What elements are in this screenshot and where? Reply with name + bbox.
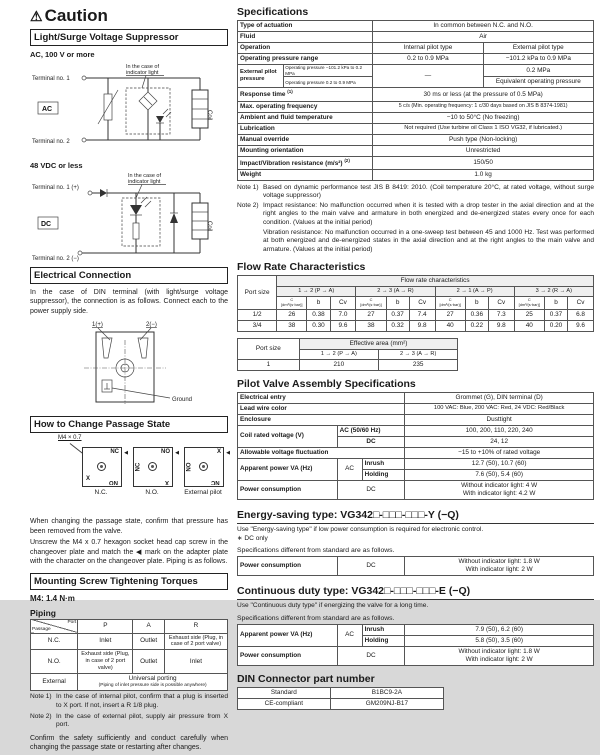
piping-note1-label: Note 1) [30,693,52,701]
pilot-power-line2: With indicator light: 4.2 W [462,489,536,497]
flow-port-threequarter: 3/4 [238,320,277,331]
duty-ac: AC [337,624,362,646]
piping-caution-text: Confirm the safety sufficiently and conduct carefully when changing the passage state or restarting after changes. [30,734,228,752]
spec-note2-vibration-text: No malfunction occurred in a one-sweep test between 45 and 1000 Hz. Test was performed at both energized and de-energized states in the axial direction and at the right angles to the main valve and armature. (Values at the initial period) [263,228,594,253]
piping-note1-text: In the case of internal pilot, confirm that a plug is inserted to X port. If not, insert a R 1/8 plug. [56,693,228,709]
flow-cell: 0.30 [307,320,330,331]
square-nc-left-label: X [86,476,91,483]
pilot-entry-value: Grommet (G), DIN terminal (D) [405,392,594,403]
effective-area-port: 1 [238,359,300,370]
piping-row-nc-label: N.C. [31,633,78,650]
spec-actuation-value: In common between N.C. and N.O. [373,21,594,32]
flow-sub-cv-3: Cv [488,297,514,310]
ac-circuit-diagram [30,60,228,158]
spec-response-note-ref: (1) [287,89,293,95]
piping-universal-porting: Universal porting [128,675,177,683]
spec-response-label [238,88,373,101]
passage-paragraph-1: When changing the passage state, confirm that pressure has been removed from the valve. [30,518,228,535]
square-ext-left-label: NO [186,462,193,472]
spec-lubrication-label: Lubrication [238,123,373,134]
effective-area-col1: 1 → 2 (P → A) [299,349,378,359]
pilot-lead-value: 100 VAC: Blue, 200 VAC: Red, 24 VDC: Red/Black [405,403,594,414]
pilot-power-value [405,480,594,499]
flow-sub-b-1: b [307,297,330,310]
effective-area-v2: 235 [379,359,458,370]
piping-title: Piping [30,607,56,618]
square-ext-bottom-label: NC [211,479,220,486]
flow-cell: 40 [435,320,465,331]
energy-saving-table [237,556,594,576]
pilot-inrush-value: 12.7 (50), 10.7 (60) [405,458,594,469]
flow-sub-c-3: C [dm³/(s·bar)] [435,297,465,310]
piping-no-a: Outlet [133,650,165,674]
pilot-coil-dc-label: DC [337,436,405,447]
flow-group-3: 2 → 1 (A → P) [435,287,514,297]
pilot-power-dc: DC [337,480,405,499]
pilot-coil-ac-value: 100, 200, 110, 220, 240 [405,425,594,436]
flow-sub-c-1: C [dm³/(s·bar)] [277,297,307,310]
flow-cell: 7.0 [330,309,356,320]
flow-port-half: 1/2 [238,309,277,320]
flow-span-header: Flow rate characteristics [277,276,594,287]
piping-no-r: Inlet [164,650,227,674]
warning-icon: ⚠ [30,8,43,24]
flow-cell: 7.3 [488,309,514,320]
duty-apparent-label: Apparent power VA (Hz) [238,624,338,646]
spec-range-external: −101.2 kPa to 0.9 MPa [483,54,593,65]
spec-note2-impact-label: Impact resistance: [263,201,318,209]
pilot-power-line1: Without indicator light: 4 W [461,481,538,489]
flow-cell: 0.20 [544,320,567,331]
pilot-apparent-ac: AC [337,458,362,480]
duty-power-value [405,646,594,665]
section-header-suppressor: Light/Surge Voltage Suppressor [30,29,228,46]
pilot-fluct-value: −15 to +10% of rated voltage [405,447,594,458]
square-ext-caption: External pilot [184,489,222,497]
din-standard-label: Standard [238,687,331,698]
dc-circuit-diagram [30,171,228,261]
square-ext-top-label: X [216,449,221,456]
flow-rate-title: Flow Rate Characteristics [237,261,366,274]
screw-icon [199,462,208,471]
piping-external-value [78,674,228,691]
din-ce-value: GM209NJ-B17 [330,698,443,709]
flow-group-2: 2 → 3 (A → R) [356,287,435,297]
effective-area-v1: 210 [299,359,378,370]
pilot-coil-label: Coil rated voltage (V) [238,425,338,447]
flow-sub-c-2: C [dm³/(s·bar)] [356,297,386,310]
pilot-entry-label: Electrical entry [238,392,405,403]
continuous-duty-body: Use "Continuous duty type" if energizing the valve for a long time. [237,602,429,610]
flow-cell: 9.6 [330,320,356,331]
dc-terminal2-label: Terminal no. 2 (−) [32,256,79,262]
duty-power-label: Power consumption [238,646,338,665]
piping-nc-a: Outlet [133,633,165,650]
duty-holding-label: Holding [362,635,405,646]
spec-ext-pilot-value1: 0.2 MPa [483,65,593,77]
flow-rate-table [237,275,594,332]
energy-power-label: Power consumption [238,557,338,576]
square-nc-bottom-label: NO [109,479,118,486]
spec-impact-label [238,156,373,169]
specifications-title: Specifications [237,6,309,18]
ac-section-label: AC, 100 V or more [30,50,95,59]
spec-mounting-label: Mounting orientation [238,145,373,156]
section-header-passage-state: How to Change Passage State [30,416,228,433]
passage-square-external [184,447,230,487]
piping-note2-label: Note 2) [30,712,52,720]
piping-corner-passage: Passage [32,626,51,632]
spec-ext-pilot-value2: Equivalent operating pressure [483,77,593,88]
pilot-power-label: Power consumption [238,480,338,499]
din-standard-value: B1BC9-2A [330,687,443,698]
duty-power-line2: With indicator light: 2 W [465,655,533,663]
spec-note2-vibration-label: Vibration resistance: [263,228,323,236]
duty-inrush-value: 7.9 (50), 6.2 (60) [405,624,594,635]
pilot-enclosure-label: Enclosure [238,414,405,425]
spec-override-label: Manual override [238,134,373,145]
ac-indicator-note-line1: In the case of [126,64,160,70]
flow-sub-b-4: b [544,297,567,310]
screw-icon [148,462,157,471]
flow-cell: 40 [514,320,544,331]
square-no-caption: N.O. [145,489,159,497]
piping-corner-cell [31,619,78,633]
right-column [237,6,594,710]
passage-square-no [133,447,179,487]
spec-weight-value: 1.0 kg [373,169,594,180]
flow-cell: 0.36 [465,309,488,320]
spec-range-label: Operating pressure range [238,54,373,65]
electrical-connection-text: In the case of DIN terminal (with light/surge voltage suppressor), the connection is as follows. Connect each to the power supply side. [30,289,228,315]
square-no-bottom-label: X [164,479,169,486]
spec-note2-vibration [263,229,594,255]
flow-sub-c-4: C [dm³/(s·bar)] [514,297,544,310]
spec-actuation-label: Type of actuation [238,21,373,32]
piping-corner-port: Port [67,619,77,625]
flow-cell: 7.4 [409,309,435,320]
effective-area-header: Effective area (mm²) [299,338,458,349]
flow-cell: 0.32 [386,320,409,331]
flow-cell: 9.6 [568,320,594,331]
flow-cell: 0.37 [386,309,409,320]
continuous-duty-title: Continuous duty type: VG342□-□□□-□□□-E (−Q) [237,585,594,600]
spec-fluid-label: Fluid [238,32,373,43]
spec-weight-label: Weight [238,169,373,180]
spec-frequency-label: Max. operating frequency [238,101,373,112]
spec-note2-impact [263,202,594,228]
square-nc-top-label: NC [110,449,119,456]
flow-cell: 26 [277,309,307,320]
dc-terminal1-label: Terminal no. 1 (+) [32,185,79,191]
flow-cell: 38 [277,320,307,331]
square-nc-caption: N.C. [94,489,108,497]
spec-impact-value: 150/50 [373,156,594,169]
piping-col-r: R [164,619,227,633]
square-no-mark-icon: ◀ [175,450,179,457]
m4-leader-line [70,443,83,454]
dc-indicator-note-line1: In the case of [128,173,162,179]
spec-response-value: 30 ms or less (at the pressure of 0.5 MPa) [373,88,594,101]
spec-ext-pilot-sub1: Operating pressure −101.2 kPa to 0.2 MPa [284,65,373,77]
spec-ext-pilot-label-line1: External pilot [240,69,277,75]
torque-value: M4: 1.4 N·m [30,593,75,603]
section-header-torques: Mounting Screw Tightening Torques [30,573,228,590]
ac-tag: AC [42,106,53,113]
din-connector-title: DIN Connector part number [237,672,375,685]
spec-impact-label-text: Impact/Vibration resistance (m/s²) [240,159,343,167]
spec-operation-external: External pilot type [483,43,593,54]
spec-operation-label: Operation [238,43,373,54]
din-ground-label: Ground [172,397,193,404]
flow-group-1: 1 → 2 (P → A) [277,287,356,297]
ac-terminal1-label: Terminal no. 1 [32,76,70,82]
flow-cell: 0.22 [465,320,488,331]
duty-power-line1: Without indicator light: 1.8 W [458,647,540,655]
flow-cell: 27 [435,309,465,320]
flow-sub-cv-4: Cv [568,297,594,310]
din-pin1-label: 1(+) [92,322,103,329]
energy-power-dc: DC [337,557,405,576]
din-pin2-label: 2(−) [146,322,157,329]
duty-power-dc: DC [337,646,405,665]
square-nc-mark-icon: ◀ [124,450,128,457]
flow-cell: 27 [356,309,386,320]
pilot-inrush-label: Inrush [362,458,405,469]
spec-note2-label: Note 2) [237,201,259,209]
flow-cell: 0.38 [307,309,330,320]
din-connector-table [237,687,444,710]
effective-area-table [237,338,458,371]
left-column [30,6,228,755]
pilot-valve-title: Pilot Valve Assembly Specifications [237,377,416,390]
spec-note1-label: Note 1) [237,183,259,191]
duty-inrush-label: Inrush [362,624,405,635]
flow-cell: 6.8 [568,309,594,320]
piping-col-a: A [133,619,165,633]
spec-temperature-value: −10 to 50°C (No freezing) [373,112,594,123]
effective-area-port-header: Port size [238,338,300,359]
din-connector-diagram [30,318,228,410]
flow-sub-b-2: b [386,297,409,310]
piping-note2-text: In the case of external pilot, supply air pressure from X port. [56,712,228,729]
pilot-lead-label: Lead wire color [238,403,405,414]
spec-temperature-label: Ambient and fluid temperature [238,112,373,123]
spec-ext-pilot-sub2: Operating pressure 0.2 to 0.9 MPa [284,77,373,88]
piping-nc-p: Inlet [78,633,133,650]
screw-icon [97,462,106,471]
din-ce-label: CE-compliant [238,698,331,709]
spec-note1-text: Based on dynamic performance test JIS B 8419: 2010. (Coil temperature 20°C, at rated voltage, without surge voltage suppressor) [263,183,594,200]
effective-area-col2: 2 → 3 (A → R) [379,349,458,359]
pilot-enclosure-value: Dusttight [405,414,594,425]
flow-group-4: 3 → 2 (R → A) [514,287,593,297]
spec-response-label-text: Response time [240,91,286,99]
flow-row-threequarter [238,320,594,331]
spec-ext-pilot-label-line2: pressure [240,76,265,83]
piping-nc-r: Exhaust side (Plug, in case of 2 port valve) [164,633,227,650]
pilot-holding-value: 7.6 (50), 5.4 (60) [405,469,594,480]
flow-cell: 0.37 [544,309,567,320]
square-no-left-label: NC [135,462,142,472]
flow-sub-b-3: b [465,297,488,310]
energy-power-value [405,557,594,576]
flow-cell: 9.8 [488,320,514,331]
pilot-coil-ac-label: AC (50/60 Hz) [337,425,405,436]
piping-row-no-label: N.O. [31,650,78,674]
flow-port-size-header: Port size [238,276,277,310]
energy-power-line2: With indicator light: 2 W [465,566,533,574]
energy-saving-title: Energy-saving type: VG342□-□□□-□□□-Y (−Q) [237,509,594,524]
section-header-electrical-connection: Electrical Connection [30,267,228,284]
spec-frequency-value: 5 c/s (Min. operating frequency: 1 c/30 days based on JIS B 8374-1981) [373,101,594,112]
passage-square-nc [82,447,128,487]
ac-terminal2-label: Terminal no. 2 [32,139,70,145]
square-no-top-label: NO [161,449,170,456]
ac-indicator-note-line2: indicator light [126,70,159,76]
spec-ext-pilot-internal: — [373,65,483,88]
spec-override-value: Push type (Non-locking) [373,134,594,145]
flow-sub-cv-2: Cv [409,297,435,310]
energy-saving-intro: Specifications different from standard are as follows. [237,547,395,555]
square-ext-mark-icon: ◀ [226,450,230,457]
spec-range-internal: 0.2 to 0.9 MPa [373,54,483,65]
piping-universal-sub: (Piping of inlet pressure side is possible anywhere) [98,683,207,689]
piping-row-external-label: External [31,674,78,691]
dc-indicator-note-line2: indicator light [128,179,161,185]
pilot-holding-label: Holding [362,469,405,480]
pilot-apparent-label: Apparent power VA (Hz) [238,458,338,480]
flow-cell: 38 [356,320,386,331]
flow-sub-cv-1: Cv [330,297,356,310]
flow-cell: 25 [514,309,544,320]
spec-ext-pilot-label [238,65,284,88]
spec-mounting-value: Unrestricted [373,145,594,156]
spec-impact-note-ref: (2) [344,157,350,163]
ac-coil-label: Coil [206,110,212,121]
spec-note2-impact-text: No malfunction occurred when it is tested with a drop tester in the axial direction and at the right angles to the main valve and armature in both energized and de-energized states every once for each condition. (Values at the initial period) [263,201,594,226]
passage-state-diagrams [30,435,230,515]
passage-paragraph-2: Unscrew the M4 x 0.7 hexagon socket head cap screw in the changeover plate and match the ◀ mark on the adapter plate with the character on the changeover plate. Piping is as follows. [30,539,228,566]
pilot-valve-table [237,392,594,500]
energy-saving-note: ∗ DC only [237,534,268,542]
duty-holding-value: 5.8 (50), 3.5 (60) [405,635,594,646]
dc-tag: DC [41,221,52,228]
pilot-coil-dc-value: 24, 12 [405,436,594,447]
dc-section-label: 48 VDC or less [30,161,83,170]
piping-col-p: P [78,619,133,633]
flow-row-half [238,309,594,320]
energy-power-line1: Without indicator light: 1.8 W [458,558,540,566]
energy-saving-body: Use "Energy-saving type" if low power consumption is required for electronic control. [237,525,484,533]
flow-cell: 9.8 [409,320,435,331]
spec-fluid-value: Air [373,32,594,43]
caution-title-text: Caution [44,6,108,25]
piping-table [30,619,228,692]
continuous-duty-intro: Specifications different from standard are as follows. [237,614,395,622]
spec-lubrication-value: Not required (Use turbine oil Class 1 ISO VG32, if lubricated.) [373,123,594,134]
dc-coil-label: Coil [206,221,212,232]
spec-operation-internal: Internal pilot type [373,43,483,54]
continuous-duty-table [237,624,594,666]
m4-screw-label: M4 × 0.7 [58,435,82,442]
specifications-table [237,20,594,181]
caution-heading [30,6,228,26]
pilot-fluct-label: Allowable voltage fluctuation [238,447,405,458]
piping-no-p: Exhaust side (Plug, in case of 2 port valve) [78,650,133,674]
